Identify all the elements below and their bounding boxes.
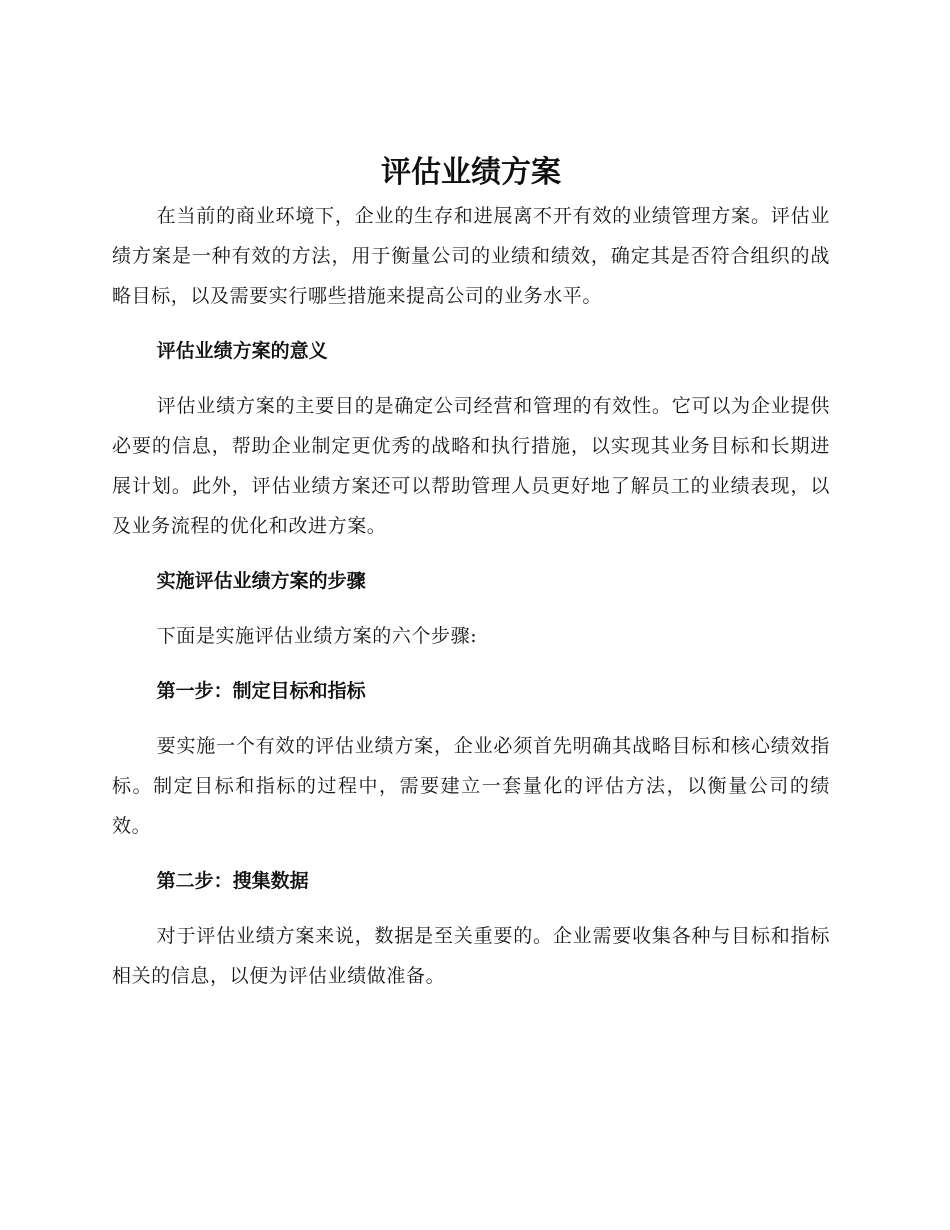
document-body bbox=[112, 150, 830, 996]
section-heading-steps: 实施评估业绩方案的步骤 bbox=[156, 570, 366, 592]
spacer bbox=[112, 846, 830, 861]
steps-intro-paragraph: 下面是实施评估业绩方案的六个步骤: bbox=[156, 625, 478, 647]
step-one-heading: 第一步：制定目标和指标 bbox=[156, 680, 366, 702]
spacer bbox=[112, 371, 830, 386]
spacer bbox=[112, 901, 830, 916]
step-one-paragraph: 要实施一个有效的评估业绩方案，企业必须首先明确其战略目标和核心绩效指标。制定目标和指标的过程中，需要建立一套量化的评估方法，以衡量公司的绩效。 bbox=[112, 735, 830, 837]
spacer bbox=[112, 656, 830, 671]
spacer bbox=[112, 546, 830, 561]
spacer bbox=[112, 711, 830, 726]
spacer bbox=[112, 601, 830, 616]
step-two-paragraph: 对于评估业绩方案来说，数据是至关重要的。企业需要收集各种与目标和指标相关的信息，以便为评估业绩做准备。 bbox=[112, 925, 830, 987]
step-two-heading: 第二步：搜集数据 bbox=[156, 870, 309, 892]
document-title: 评估业绩方案 bbox=[381, 155, 561, 190]
intro-paragraph: 在当前的商业环境下，企业的生存和进展离不开有效的业绩管理方案。评估业绩方案是一种有效的方法，用于衡量公司的业绩和绩效，确定其是否符合组织的战略目标，以及需要实行哪些措施来提高公司的业务水平。 bbox=[112, 205, 830, 307]
spacer bbox=[112, 316, 830, 331]
significance-paragraph: 评估业绩方案的主要目的是确定公司经营和管理的有效性。它可以为企业提供必要的信息，帮助企业制定更优秀的战略和执行措施，以实现其业务目标和长期进展计划。此外，评估业绩方案还可以帮助管理人员更好地了解员工的业绩表现，以及业务流程的优化和改进方案。 bbox=[112, 395, 830, 537]
section-heading-significance: 评估业绩方案的意义 bbox=[156, 340, 328, 362]
